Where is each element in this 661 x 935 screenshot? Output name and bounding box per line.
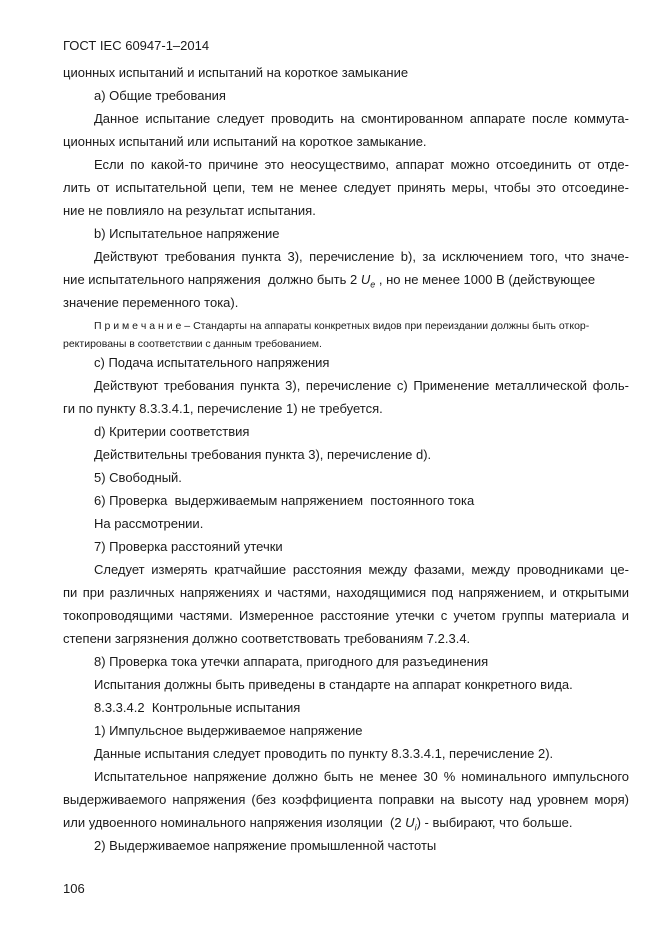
symbol-u: U [405,815,415,830]
text-line: Испытания должны быть приведены в стандарте на аппарат конкретного вида. [94,677,573,692]
symbol-subscript: e [370,279,376,290]
text-line: Действуют требования пункта 3), перечисление b), за исключением того, что значе- [94,249,629,264]
text-line: степени загрязнения должно соответствовать требованиям 7.2.3.4. [63,631,471,646]
section-heading: b) Испытательное напряжение [94,226,280,241]
text-line [63,815,629,836]
text-line: ги по пункту 8.3.3.4.1, перечисление 1) не требуется. [63,401,383,416]
text-fragment: , но не менее 1000 В (действующее [375,272,596,287]
note-line [94,318,629,334]
text-line: токопроводящими частями. Измеренное расстояние утечки с учетом группы материала и [63,608,629,623]
section-heading: 7) Проверка расстояний утечки [94,539,283,554]
text-line: выдерживаемого напряжения (без коэффициента поправки на высоту над уровнем моря) [63,792,629,807]
note-text: – Стандарты на аппараты конкретных видов при переиздании должны быть откор- [181,320,590,332]
page-number: 106 [63,881,85,896]
text-line: Действительны требования пункта 3), перечисление d). [94,447,432,462]
text-line [63,272,629,293]
text-line: На рассмотрении. [94,516,204,531]
text-line: ние не повлияло на результат испытания. [63,203,316,218]
section-heading: 8) Проверка тока утечки аппарата, пригодного для разъединения [94,654,489,669]
note-label: П р и м е ч а н и е [94,320,182,332]
text-line: ционных испытаний или испытаний на короткое замыкание. [63,134,427,149]
section-heading: 6) Проверка выдерживаемым напряжением постоянного тока [94,493,475,508]
text-fragment: ние испытательного напряжения должно быть 2 [63,272,361,287]
section-heading: 5) Свободный. [94,470,182,485]
text-line: Действуют требования пункта 3), перечисление с) Применение металлической фоль- [94,378,629,393]
section-heading: d) Критерии соответствия [94,424,250,439]
text-line: Данные испытания следует проводить по пункту 8.3.3.4.1, перечисление 2). [94,746,554,761]
text-line: Данное испытание следует проводить на смонтированном аппарате после коммута- [94,111,629,126]
document-header: ГОСТ IEC 60947-1–2014 [63,38,210,53]
text-line: пи при различных напряжениях и частями, находящимися под напряжением, и открытыми [63,585,629,600]
section-heading: а) Общие требования [94,88,226,103]
section-heading: 1) Импульсное выдерживаемое напряжение [94,723,363,738]
text-fragment: или удвоенного номинального напряжения изоляции (2 [63,815,406,830]
note-line: ректированы в соответствии с данным требованием. [63,338,322,350]
section-heading: 8.3.3.4.2 Контрольные испытания [94,700,301,715]
text-line: Если по какой-то причине это неосуществимо, аппарат можно отсоединить от отде- [94,157,629,172]
text-line: ционных испытаний и испытаний на короткое замыкание [63,65,409,80]
text-fragment: ) - выбирают, что больше. [416,815,573,830]
symbol-subscript: i [414,822,417,833]
text-line: Следует измерять кратчайшие расстояния между фазами, между проводниками це- [94,562,629,577]
text-line: Испытательное напряжение должно быть не менее 30 % номинального импульсного [94,769,629,784]
section-heading: 2) Выдерживаемое напряжение промышленной частоты [94,838,437,853]
section-heading: с) Подача испытательного напряжения [94,355,330,370]
symbol-u: U [360,272,371,287]
text-line: лить от испытательной цепи, тем не менее следует принять меры, чтобы это отсоедине- [63,180,629,195]
text-line: значение переменного тока). [63,295,239,310]
